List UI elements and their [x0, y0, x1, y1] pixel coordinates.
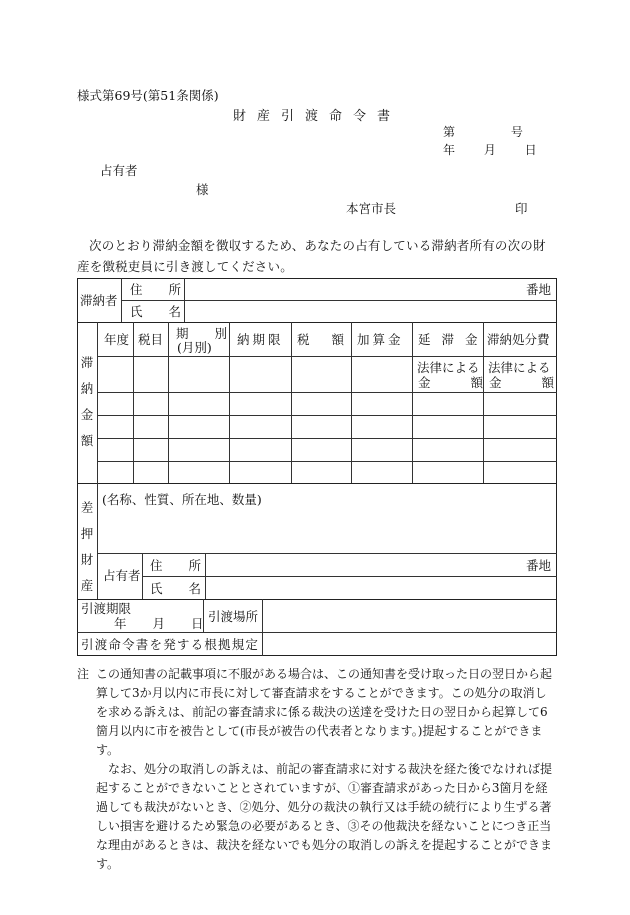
col-tax-item: 税目: [138, 332, 164, 347]
delinquent-address-label: 住 所: [130, 282, 181, 297]
delivery-deadline-label: 引渡期限: [81, 601, 132, 616]
notes-label: 注: [77, 667, 90, 681]
delinquent-name-field[interactable]: [185, 301, 556, 322]
col-additional: 加算金: [357, 332, 404, 347]
seized-address-field[interactable]: [206, 554, 556, 575]
col-tax-amount: 税 額: [297, 332, 344, 347]
delivery-place-field[interactable]: [263, 600, 556, 631]
notes: [77, 665, 553, 874]
col-period: 期 別: [176, 326, 227, 341]
notes-paragraph-2: なお、処分の取消しの訴えは、前記の審査請求に対する裁決を経た後でなければ提起することができないこととされていますが、①審査請求があった日から3箇月を経過しても裁決がないとき、②処分、処分の裁決の執行又は手続の続行により生ずる著しい損害を避けるため緊急の必要があるとき、③その他裁決を経ないことにつき正当な理由があるときは、裁決を経ないでも処分の取消しの訴えを提起することができます。: [96, 762, 553, 871]
seized-name-field[interactable]: [206, 577, 556, 599]
late-charge-amount: 金 額: [418, 375, 483, 390]
delinquent-label: 滞納者: [80, 293, 118, 308]
seized-description-field[interactable]: [98, 508, 556, 552]
col-late-charge: 延滞金: [418, 332, 489, 347]
col-disposal-cost: 滞納処分費: [487, 332, 550, 347]
seized-label: 差押財産: [80, 500, 94, 593]
seized-name-label: 氏 名: [150, 581, 201, 596]
disposal-cost-by-law: 法律による: [488, 360, 551, 375]
addressee-label: 占有者: [100, 163, 138, 178]
document-title: 財産引渡命令書: [233, 109, 402, 124]
seized-description: (名称、性質、所在地、数量): [102, 492, 262, 507]
col-period-month: (月別): [177, 340, 212, 355]
seized-address-label: 住 所: [150, 558, 201, 573]
honorific: 様: [196, 182, 209, 197]
intro-text: 次のとおり滞納金額を徴収するため、あなたの占有している滞納者所有の次の財産を徴税吏員に引き渡してください。: [77, 238, 546, 274]
late-charge-by-law: 法律による: [417, 360, 480, 375]
seal-mark: 印: [515, 201, 528, 216]
col-fiscal-year: 年度: [104, 332, 130, 347]
seized-occupant-label: 占有者: [103, 568, 141, 583]
delivery-deadline-date: 年 月 日: [114, 616, 204, 631]
form-number: 様式第69号(第51条関係): [77, 88, 219, 103]
delinquent-address-field[interactable]: [185, 279, 556, 299]
document-number: 第 号: [443, 125, 523, 139]
col-due-date: 納期限: [237, 332, 284, 347]
delivery-place-label: 引渡場所: [208, 609, 259, 624]
notes-paragraph-1: この通知書の記載事項に不服がある場合は、この通知書を受け取った日の翌日から起算して3か月以内に市長に対して審査請求をすることができます。この処分の取消しを求める訴えは、前記の審査請求に係る裁決の送達を受けた日の翌日から起算して6箇月以内に市を被告として(市長が被告の代表者となります。)提起することができます。: [96, 667, 553, 757]
disposal-cost-amount: 金 額: [489, 375, 554, 390]
basis-field[interactable]: [263, 633, 556, 655]
seized-banchi: 番地: [526, 558, 552, 573]
amount-label: 滞納金額: [80, 355, 94, 448]
delinquent-banchi: 番地: [526, 282, 552, 297]
issue-date: 年 月 日: [443, 143, 537, 157]
basis-label: 引渡命令書を発する根拠規定: [81, 637, 260, 652]
issuer: 本宮市長: [346, 201, 397, 216]
delinquent-name-label: 氏 名: [130, 304, 181, 319]
